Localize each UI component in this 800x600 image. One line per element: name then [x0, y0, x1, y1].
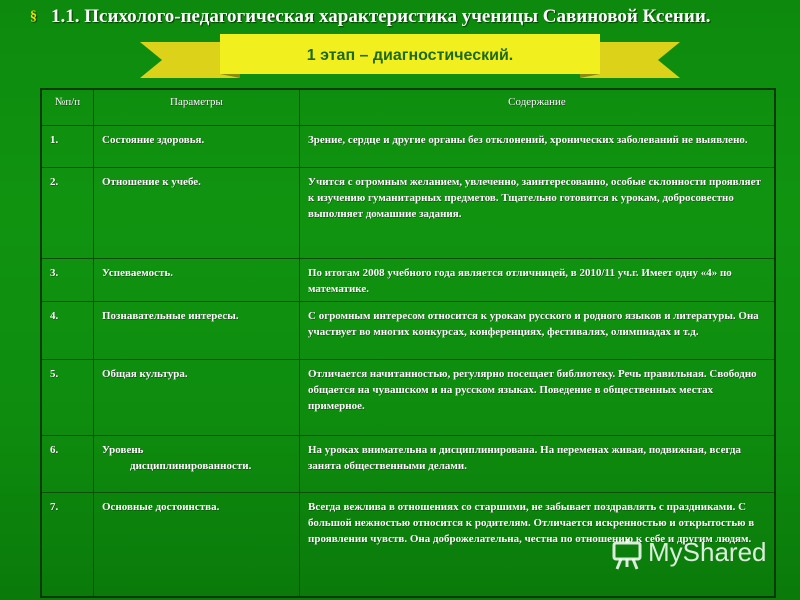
table-row: [41, 168, 775, 259]
row-content: На уроках внимательна и дисциплинирована. На переменах живая, подвижная, всегда занята общественными делами.: [300, 436, 776, 493]
row-num: 5.: [41, 360, 94, 436]
row-param: Состояние здоровья.: [94, 126, 300, 168]
row-param-line2: дисциплинированности.: [130, 460, 252, 472]
row-param: Отношение к учебе.: [94, 168, 300, 259]
stage-banner: [140, 34, 680, 82]
row-num: 7.: [41, 493, 94, 597]
table-row: [41, 436, 775, 493]
banner-label: 1 этап – диагностический.: [306, 47, 514, 64]
row-num: 2.: [41, 168, 94, 259]
row-param: [94, 436, 300, 493]
table-row: [41, 302, 775, 360]
row-content: С огромным интересом относится к урокам русского и родного языков и литературы. Она участвует во многих конкурсах, конференциях, фестивалях, олимпиадах и т.д.: [300, 302, 776, 360]
row-num: 4.: [41, 302, 94, 360]
presentation-board-icon: [610, 537, 644, 571]
row-content: По итогам 2008 учебного года является отличницей, в 2010/11 уч.г. Имеет одну «4» по математике.: [300, 259, 776, 302]
row-num: 6.: [41, 436, 94, 493]
row-content: Зрение, сердце и другие органы без отклонений, хронических заболеваний не выявлено.: [300, 126, 776, 168]
row-content: Всегда вежлива в отношениях со старшими, не забывает поздравлять с праздниками. С большой нежностью относится к родителям. Отличается искренностью и открытостью в проявлении чувств. Она доброжелательна, честна по отношению к себе и другим людям.: [300, 493, 776, 597]
slide-title-text: 1.1. Психолого-педагогическая характеристика ученицы Савиновой Ксении.: [51, 6, 711, 27]
row-param-line1: Уровень: [102, 444, 144, 456]
table-row: [41, 360, 775, 436]
watermark: [610, 532, 780, 572]
header-content: Содержание: [300, 89, 776, 126]
watermark-text: MyShared: [648, 537, 767, 567]
header-num: №п/п: [41, 89, 94, 126]
row-content: Отличается начитанностью, регулярно посещает библиотеку. Речь правильная. Свободно общается на чувашском и на русском языках. Поведение в общественных местах примерное.: [300, 360, 776, 436]
row-param: Общая культура.: [94, 360, 300, 436]
row-param: Успеваемость.: [94, 259, 300, 302]
row-param: Познавательные интересы.: [94, 302, 300, 360]
slide-title: [30, 6, 790, 28]
row-num: 1.: [41, 126, 94, 168]
header-param: Параметры: [94, 89, 300, 126]
row-num: 3.: [41, 259, 94, 302]
row-content: Учится с огромным желанием, увлеченно, заинтересованно, особые склонности проявляет к изучению гуманитарных предметов. Тщательно готовится к урокам, добросовестно выполняет домашние задания.: [300, 168, 776, 259]
table-row: [41, 126, 775, 168]
bullet-icon: §: [30, 9, 37, 24]
characteristics-table: [40, 88, 776, 598]
table-header-row: [41, 89, 775, 126]
table-row: [41, 259, 775, 302]
row-param: Основные достоинства.: [94, 493, 300, 597]
